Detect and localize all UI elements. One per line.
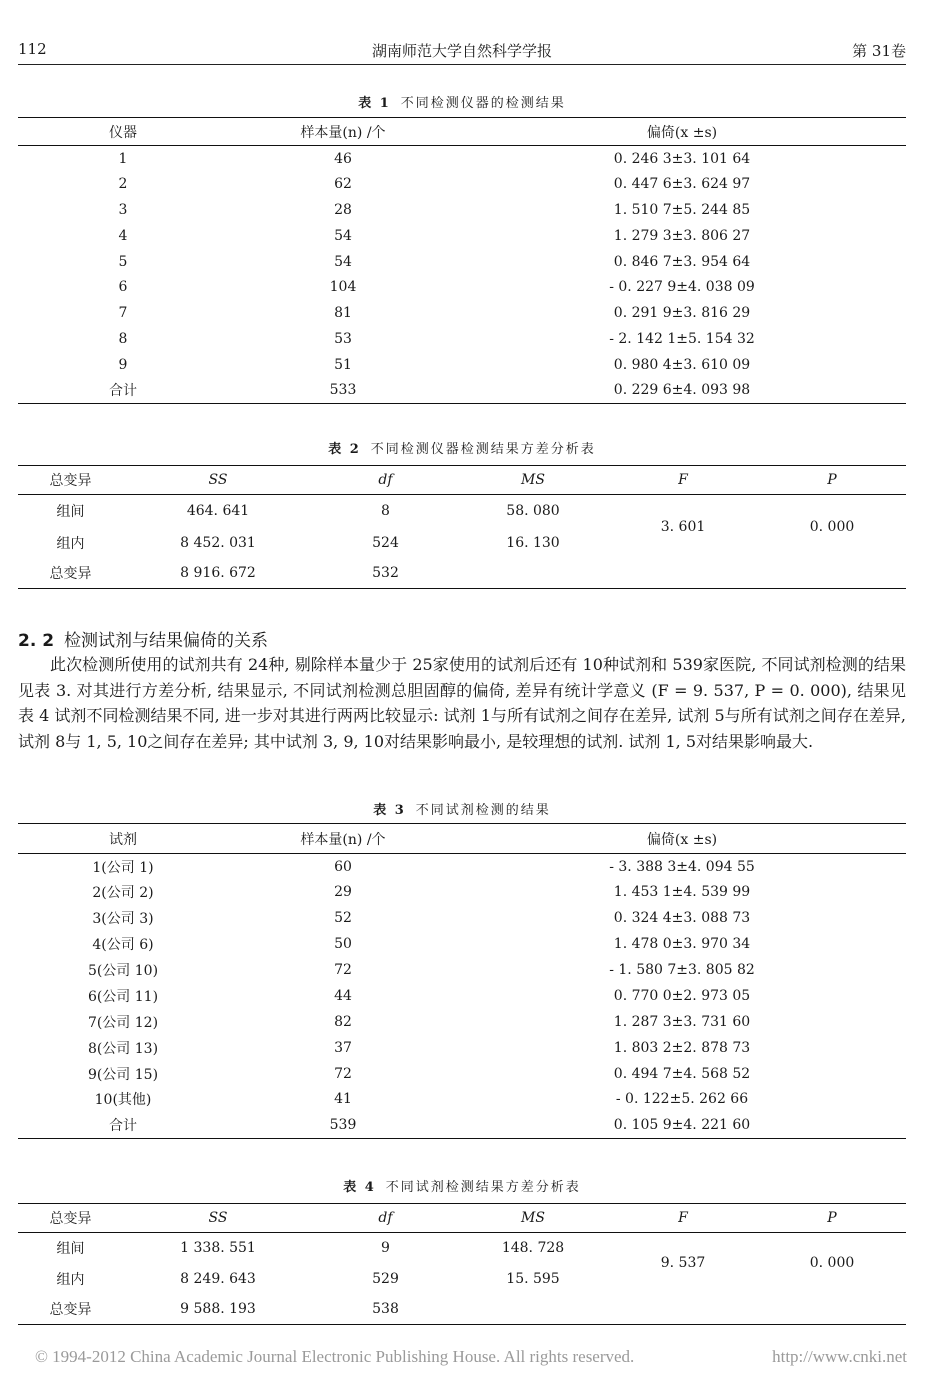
table3-cell: 52 bbox=[334, 910, 352, 927]
table3-cell: 72 bbox=[334, 962, 352, 978]
table4-p-value: 0. 000 bbox=[809, 1255, 855, 1272]
table3-col-bias: 偏倚(x ±s) bbox=[458, 824, 906, 854]
table4-col-ss: SS bbox=[123, 1204, 313, 1233]
table4-cell: 538 bbox=[313, 1294, 458, 1325]
table2-cell: 8 452. 031 bbox=[180, 534, 256, 551]
table4-cell: 总变异 bbox=[18, 1294, 123, 1325]
table3-row bbox=[18, 957, 906, 983]
table3-cell: 37 bbox=[334, 1039, 352, 1056]
table4-cell: 529 bbox=[372, 1270, 399, 1287]
table1-cell: 28 bbox=[334, 201, 352, 218]
table3-cell: - 3. 388 3±4. 094 55 bbox=[609, 858, 755, 875]
table4-cell: 组间 bbox=[56, 1241, 85, 1258]
table2-f-value: 3. 601 bbox=[660, 518, 706, 535]
table3-cell: 3(公司 3) bbox=[92, 911, 154, 928]
table2-cell: 532 bbox=[313, 559, 458, 589]
table3-col-reagent: 试剂 bbox=[18, 824, 228, 854]
table1 bbox=[18, 117, 906, 404]
table1-cell: 104 bbox=[329, 279, 357, 296]
section-title: 检测试剂与结果偏倚的关系 bbox=[64, 631, 269, 651]
table3-cell: 7(公司 12) bbox=[87, 1014, 159, 1031]
table3-cell: - 0. 122±5. 262 66 bbox=[615, 1091, 749, 1108]
table2-cell: 524 bbox=[372, 534, 399, 551]
table1-cell: 533 bbox=[228, 378, 458, 404]
table3-cell: 60 bbox=[334, 858, 352, 875]
table3-row bbox=[18, 905, 906, 931]
table2-cell: 8 916. 672 bbox=[123, 559, 313, 589]
table4-number: 表 4 bbox=[343, 1180, 376, 1195]
table3-row bbox=[18, 1061, 906, 1087]
table1-cell: 46 bbox=[334, 150, 352, 167]
table1-cell: 54 bbox=[334, 253, 352, 270]
table3-cell: 5(公司 10) bbox=[87, 963, 159, 979]
table3-caption bbox=[18, 799, 906, 818]
table4-col-source: 总变异 bbox=[18, 1204, 123, 1233]
table1-cell: 81 bbox=[334, 305, 352, 322]
table3-row bbox=[18, 1035, 906, 1061]
table4-col-f: F bbox=[608, 1204, 758, 1233]
table4-cell: 9 bbox=[381, 1240, 390, 1257]
table4-cell: 15. 595 bbox=[506, 1270, 560, 1287]
table1-cell: 7 bbox=[118, 305, 128, 322]
table1-cell: 3 bbox=[118, 201, 128, 218]
table2-cell: 8 bbox=[381, 502, 390, 519]
table1-cell: 54 bbox=[334, 227, 352, 244]
table2-p-value: 0. 000 bbox=[809, 518, 855, 535]
table3-cell: 1. 287 3±3. 731 60 bbox=[613, 1013, 751, 1030]
table2-cell: 16. 130 bbox=[506, 534, 560, 551]
table1-row bbox=[18, 146, 906, 172]
table3-row bbox=[18, 1112, 906, 1138]
table3-number: 表 3 bbox=[373, 803, 406, 818]
page-header bbox=[18, 38, 906, 65]
journal-title: 湖南师范大学自然科学学报 bbox=[371, 42, 552, 60]
table3-cell: 0. 494 7±4. 568 52 bbox=[613, 1065, 751, 1082]
table3-cell: 539 bbox=[228, 1112, 458, 1138]
table4-cell: 8 249. 643 bbox=[180, 1270, 256, 1287]
table3-cell: 0. 324 4±3. 088 73 bbox=[613, 910, 751, 927]
table4-cell: 148. 728 bbox=[501, 1240, 565, 1257]
table2-title: 不同检测仪器检测结果方差分析表 bbox=[370, 442, 596, 457]
table3-row bbox=[18, 931, 906, 957]
table1-cell: 0. 229 6±4. 093 98 bbox=[458, 378, 906, 404]
table1-cell: 0. 846 7±3. 954 64 bbox=[613, 253, 751, 270]
table1-row bbox=[18, 274, 906, 300]
table2-cell: 组内 bbox=[56, 535, 85, 552]
table2-cell-empty bbox=[608, 559, 758, 589]
table3-cell: - 1. 580 7±3. 805 82 bbox=[609, 962, 755, 978]
table3-col-sample-size: 样本量(n) /个 bbox=[228, 824, 458, 854]
table1-cell: 2 bbox=[118, 176, 128, 193]
table4-caption bbox=[18, 1176, 906, 1195]
table2-cell: 组间 bbox=[56, 503, 85, 520]
table2-cell-empty bbox=[758, 559, 906, 589]
copyright-text: © 1994-2012 China Academic Journal Electronic Publishing House. All rights reserved. bbox=[35, 1347, 635, 1366]
table3-cell: 1(公司 1) bbox=[92, 859, 154, 876]
table3-cell: 8(公司 13) bbox=[87, 1040, 159, 1057]
table4-cell: 组内 bbox=[56, 1271, 85, 1288]
table2-cell: 464. 641 bbox=[186, 502, 250, 519]
table4-col-p: P bbox=[758, 1204, 906, 1233]
table4-cell: 9 588. 193 bbox=[123, 1294, 313, 1325]
table4-col-ms: MS bbox=[458, 1204, 608, 1233]
table2 bbox=[18, 465, 906, 589]
section-heading bbox=[18, 626, 268, 651]
table3-cell: 1. 453 1±4. 539 99 bbox=[613, 884, 751, 901]
table2-caption bbox=[18, 438, 906, 457]
table4-cell bbox=[458, 1294, 608, 1325]
table1-cell: 53 bbox=[334, 330, 352, 347]
table3-cell: 0. 770 0±2. 973 05 bbox=[613, 987, 751, 1004]
table1-col-instrument: 仪器 bbox=[18, 118, 228, 146]
table2-number: 表 2 bbox=[328, 442, 361, 457]
table2-cell bbox=[458, 559, 608, 589]
table1-title: 不同检测仪器的检测结果 bbox=[400, 96, 566, 111]
table1-cell: 0. 246 3±3. 101 64 bbox=[613, 150, 751, 167]
table3-cell: 0. 105 9±4. 221 60 bbox=[458, 1112, 906, 1138]
table3-cell: 44 bbox=[334, 987, 352, 1004]
table1-cell: 5 bbox=[118, 253, 128, 270]
table3-cell: 1. 803 2±2. 878 73 bbox=[613, 1039, 751, 1056]
table1-cell: 4 bbox=[118, 227, 128, 244]
table1-row bbox=[18, 326, 906, 352]
table3-cell: 10(其他) bbox=[94, 1092, 152, 1109]
table4-f-value: 9. 537 bbox=[660, 1255, 706, 1272]
table3-row bbox=[18, 1087, 906, 1113]
table2-cell: 总变异 bbox=[18, 559, 123, 589]
table1-cell: 0. 980 4±3. 610 09 bbox=[613, 356, 751, 373]
table1-col-bias: 偏倚(x ±s) bbox=[458, 118, 906, 146]
cnki-url[interactable]: http://www.cnki.net bbox=[772, 1347, 907, 1366]
table1-number: 表 1 bbox=[358, 96, 391, 111]
table3-cell: 72 bbox=[334, 1065, 352, 1082]
table1-cell: 8 bbox=[118, 330, 128, 347]
table3-cell: 50 bbox=[334, 936, 352, 953]
copyright-footer bbox=[35, 1347, 907, 1367]
table4-cell-empty bbox=[758, 1294, 906, 1325]
table1-row bbox=[18, 171, 906, 197]
table1-cell: 1. 510 7±5. 244 85 bbox=[613, 201, 751, 218]
section-paragraph: 此次检测所使用的试剂共有 24种, 剔除样本量少于 25家使用的试剂后还有 10种试剂和 539家医院, 不同试剂检测的结果见表 3. 对其进行方差分析, 结果显示, 不同试剂检测总胆固醇的偏倚, 差异有统计学意义 (F = 9. 537, P = 0. 000), 结果见表 4 试剂不同检测结果不同, 进一步对其进行两两比较显示: 试剂 1与所有试剂之间存在差异, 试剂 5与所有试剂之间存在差异, 试剂 8与 1, 5, 10之间存在差异; 其中试剂 3, 9, 10对结果影响最小, 是较理想的试剂. 试剂 1, 5对结果影响最大. bbox=[18, 655, 906, 751]
table1-cell: 0. 447 6±3. 624 97 bbox=[613, 176, 751, 193]
table1-row bbox=[18, 378, 906, 404]
table3-cell: 6(公司 11) bbox=[87, 988, 159, 1005]
table4-title: 不同试剂检测结果方差分析表 bbox=[385, 1180, 581, 1195]
table2-col-source: 总变异 bbox=[18, 466, 123, 495]
table2-col-f: F bbox=[608, 466, 758, 495]
table3-row bbox=[18, 1009, 906, 1035]
table1-cell: - 0. 227 9±4. 038 09 bbox=[609, 279, 755, 296]
table1-cell: - 2. 142 1±5. 154 32 bbox=[609, 330, 755, 347]
table4-cell: 1 338. 551 bbox=[180, 1240, 256, 1257]
table1-col-sample-size: 样本量(n) /个 bbox=[228, 118, 458, 146]
page-number: 112 bbox=[18, 40, 47, 58]
table3-title: 不同试剂检测的结果 bbox=[415, 803, 551, 818]
table3-row bbox=[18, 879, 906, 905]
table3-row bbox=[18, 854, 906, 880]
table3-row bbox=[18, 983, 906, 1009]
table3 bbox=[18, 823, 906, 1139]
table2-col-ss: SS bbox=[123, 466, 313, 495]
table3-cell: 4(公司 6) bbox=[92, 937, 154, 954]
table3-cell: 9(公司 15) bbox=[87, 1066, 159, 1083]
table1-row bbox=[18, 300, 906, 326]
table2-cell: 58. 080 bbox=[506, 502, 560, 519]
table1-row bbox=[18, 352, 906, 378]
table3-cell: 1. 478 0±3. 970 34 bbox=[613, 936, 751, 953]
table4 bbox=[18, 1203, 906, 1325]
table1-cell: 1. 279 3±3. 806 27 bbox=[613, 227, 751, 244]
table4-cell-empty bbox=[608, 1294, 758, 1325]
table1-cell: 合计 bbox=[18, 378, 228, 404]
table1-cell: 1 bbox=[118, 150, 128, 167]
table1-cell: 6 bbox=[118, 279, 128, 296]
table3-cell: 2(公司 2) bbox=[92, 885, 154, 902]
table1-cell: 51 bbox=[334, 356, 352, 373]
table2-col-ms: MS bbox=[458, 466, 608, 495]
table3-cell: 41 bbox=[334, 1091, 352, 1108]
table1-cell: 62 bbox=[334, 176, 352, 193]
table3-cell: 29 bbox=[334, 884, 352, 901]
table1-row bbox=[18, 197, 906, 223]
table1-caption bbox=[18, 92, 906, 111]
table1-cell: 9 bbox=[118, 356, 128, 373]
table2-col-p: P bbox=[758, 466, 906, 495]
table1-row bbox=[18, 249, 906, 275]
table1-row bbox=[18, 223, 906, 249]
table4-col-df: df bbox=[313, 1204, 458, 1233]
table2-col-df: df bbox=[313, 466, 458, 495]
section-number: 2. 2 bbox=[18, 631, 55, 651]
table1-cell: 0. 291 9±3. 816 29 bbox=[613, 305, 751, 322]
volume-label: 第 31卷 bbox=[852, 42, 906, 60]
table3-cell: 合计 bbox=[18, 1112, 228, 1138]
table3-cell: 82 bbox=[334, 1013, 352, 1030]
